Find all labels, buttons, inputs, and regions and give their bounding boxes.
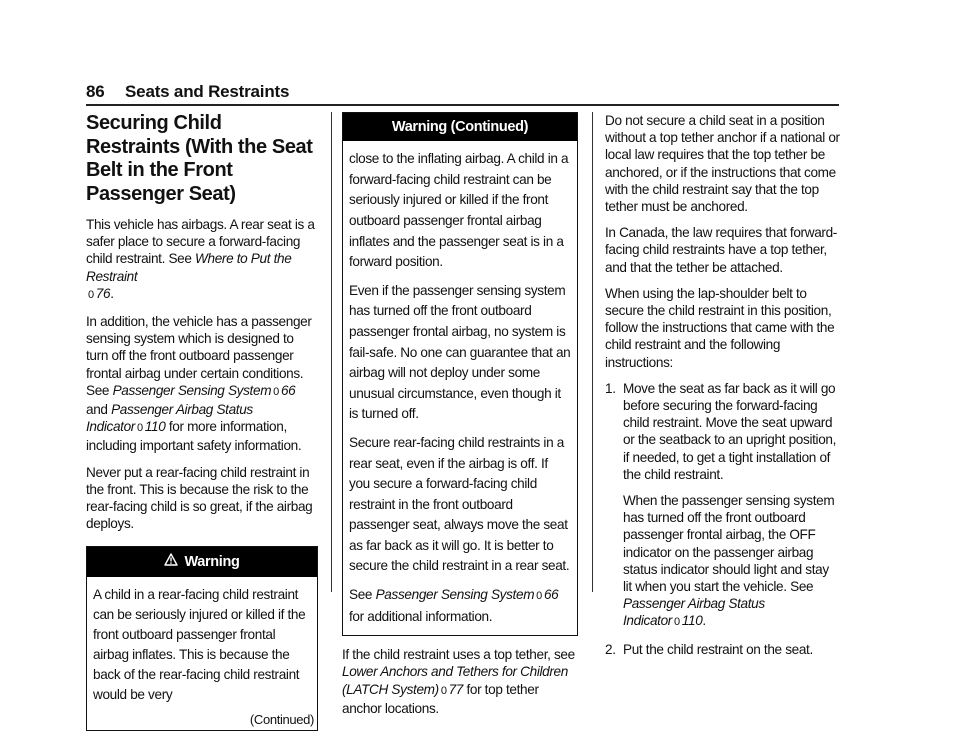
page-reference-number[interactable]: 76: [95, 285, 111, 301]
list-item: [605, 380, 841, 632]
warning-title: Warning: [184, 554, 240, 571]
column-2: [342, 112, 578, 726]
page-reference-number[interactable]: 110: [681, 613, 703, 629]
page-reference-number[interactable]: 110: [144, 419, 166, 435]
step-number: 1.: [605, 380, 616, 396]
column-divider: [592, 112, 593, 592]
paragraph: Do not secure a child seat in a position without a top tether anchor if a national or local law requires that the top tether be anchored, or if the instructions that come with the child restraint say that the top tether must be anchored.: [605, 113, 840, 215]
step-number: 2.: [605, 641, 616, 657]
paragraph: Never put a rear-facing child restraint in the front. This is because the risk to the rear-facing child is so great, if the airbag deploys.: [86, 464, 313, 532]
step-text: Put the child restraint on the seat.: [623, 641, 813, 657]
page-reference-icon: 0: [674, 616, 680, 629]
page-reference-icon: 0: [137, 422, 143, 435]
cross-reference-link[interactable]: Passenger Sensing System: [112, 382, 272, 398]
cross-reference-link[interactable]: Passenger Airbag Status Indicator: [86, 402, 253, 435]
column-divider: [331, 112, 332, 592]
cross-reference-link[interactable]: Where to Put the Restraint: [86, 251, 292, 284]
warning-header: Warning (Continued): [343, 113, 577, 141]
section-heading: Securing Child Restraints (With the Seat Belt in the Front Passenger Seat): [86, 112, 313, 205]
warning-text: A child in a rear-facing child restraint can be seriously injured or killed if the front outboard passenger frontal airbag inflates. This is because the back of the rear-facing child restraint would be very: [93, 586, 306, 702]
paragraph: In addition, the vehicle has a passenger sensing system which is designed to turn off the front outboard passenger frontal airbag under certain conditions. See Passenger Sensing System 0 66 and Passenger Airbag Status Indicator 0 110 for more information, including important safety information.: [86, 314, 312, 454]
warning-text: See Passenger Sensing System 0 66 for additional information.: [349, 587, 559, 624]
warning-text: Even if the passenger sensing system has turned off the front outboard passenger frontal airbag, no system is fail-safe. No one can guarantee that an airbag will not deploy under some unusual circumstance, even though it is turned off.: [349, 282, 571, 422]
paragraph: In Canada, the law requires that forward-facing child restraints have a top tether, and that the tether be attached.: [605, 225, 837, 275]
header-divider: [86, 104, 839, 106]
page-header: [86, 82, 289, 102]
paragraph: If the child restraint uses a top tether, see Lower Anchors and Tethers for Children (LATCH System) 0 77 for top tether anchor locations.: [342, 647, 575, 716]
instruction-list: [605, 380, 841, 658]
warning-box: [86, 546, 318, 730]
page-reference-icon: 0: [440, 684, 447, 697]
page-number: 86: [86, 82, 105, 101]
page-reference-number[interactable]: 77: [448, 681, 464, 697]
page-reference-icon: 0: [88, 288, 94, 301]
page-reference-number[interactable]: 66: [543, 587, 559, 603]
paragraph: When using the lap-shoulder belt to secure the child restraint in this position, follow the instructions that came with the child restraint and the following instructions:: [605, 285, 835, 370]
warning-text: close to the inflating airbag. A child in a forward-facing child restraint can be seriously injured or killed if the front outboard passenger frontal airbag inflates and the passenger seat is in a forward position.: [349, 151, 569, 270]
warning-text: Secure rear-facing child restraints in a rear seat, even if the airbag is off. If you secure a forward-facing child restraint in the front outboard passenger seat, always move the seat as far back as it will go. It is better to secure the child restraint in a rear seat.: [349, 434, 570, 574]
continued-label: (Continued): [249, 711, 314, 727]
page-reference-number[interactable]: 66: [280, 382, 296, 398]
paragraph: This vehicle has airbags. A rear seat is a safer place to secure a forward-facing child restraint. See Where to Put the Restraint 0 76.: [86, 217, 315, 301]
warning-body: [343, 141, 577, 627]
column-1: [86, 112, 318, 731]
step-text: Move the seat as far back as it will go before securing the forward-facing child restraint. Move the seat upward or the seatback to an upright position, if needed, to get a tight installation of the child restraint.: [623, 380, 837, 482]
warning-box-continued: [342, 112, 578, 636]
warning-body: [87, 577, 317, 705]
cross-reference-link[interactable]: Passenger Sensing System: [375, 587, 535, 603]
page-reference-icon: 0: [273, 385, 279, 398]
step-text: When the passenger sensing system has turned off the front outboard passenger frontal airbag, the OFF indicator on the passenger airbag status indicator should light and stay lit when you start the vehicle. See Passenger Airbag Status Indicator 0 110.: [623, 493, 835, 629]
section-title: Seats and Restraints: [125, 82, 290, 101]
list-item: [605, 641, 841, 658]
warning-header: [87, 547, 317, 576]
column-3: [605, 112, 841, 667]
warning-triangle-icon: [164, 553, 178, 570]
cross-reference-link[interactable]: Passenger Airbag Status Indicator: [623, 596, 765, 629]
cross-reference-link[interactable]: Lower Anchors and Tethers for Children (LATCH System): [342, 664, 568, 697]
page-reference-icon: 0: [536, 590, 542, 603]
